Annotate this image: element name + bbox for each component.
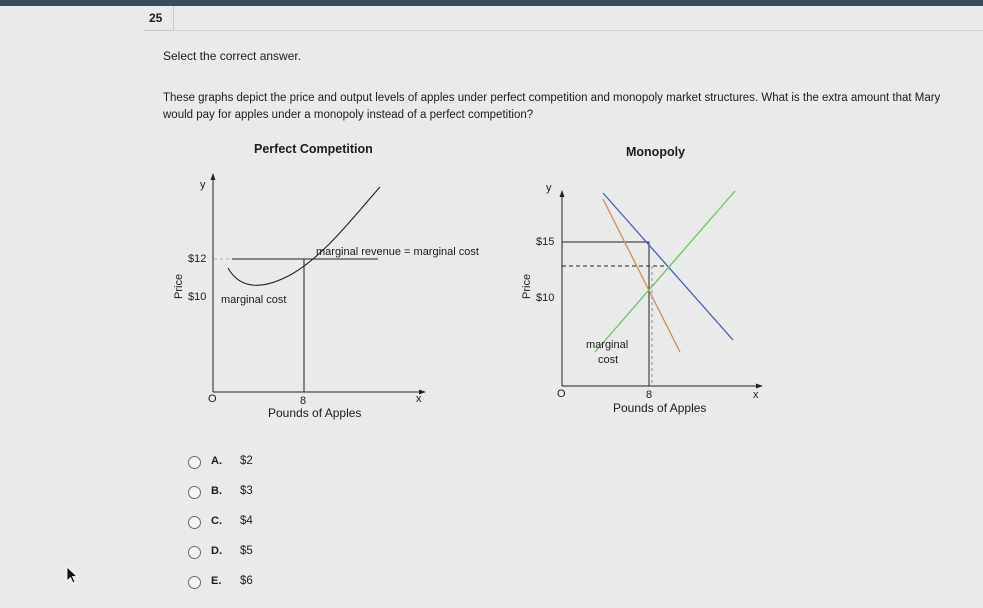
choice-c-letter: C. (211, 515, 222, 527)
pc-price-tick-12: $12 (188, 253, 207, 265)
mono-mc-line (595, 191, 735, 352)
choice-e-radio[interactable] (188, 576, 201, 589)
pc-y-axis-label: Price (173, 273, 185, 299)
mono-y-arrow (560, 190, 565, 197)
mono-origin: O (557, 388, 566, 400)
choice-c-value: $4 (240, 515, 253, 527)
choice-b-letter: B. (211, 485, 222, 497)
pc-title: Perfect Competition (254, 142, 373, 156)
choice-d-letter: D. (211, 545, 222, 557)
choice-d-value: $5 (240, 545, 253, 557)
mono-x-arrow (756, 384, 763, 389)
instruction-text: Select the correct answer. (163, 49, 302, 63)
choice-e[interactable] (188, 575, 308, 593)
pc-y-letter: y (200, 179, 206, 191)
question-text: These graphs depict the price and output levels of apples under perfect competition and monopoly market structures. What is the extra amount that Mary would pay for apples under a monopoly instead of a perfect competition? (163, 92, 941, 121)
pc-y-arrow (211, 173, 216, 180)
mono-y-letter: y (546, 182, 552, 194)
monopoly-graph (521, 145, 763, 415)
choice-e-letter: E. (211, 575, 222, 587)
choice-c-radio[interactable] (188, 516, 201, 529)
pc-x-letter: x (416, 393, 422, 405)
choice-a[interactable] (188, 455, 308, 473)
mono-price-tick-10: $10 (536, 292, 555, 304)
choice-b-radio[interactable] (188, 486, 201, 499)
mono-quantity-tick: 8 (646, 389, 653, 401)
pc-x-axis-label: Pounds of Apples (268, 406, 362, 420)
choice-d[interactable] (188, 545, 308, 563)
perfect-competition-graph (173, 142, 479, 420)
mono-y-axis-label: Price (521, 273, 533, 299)
mono-x-letter: x (753, 389, 759, 401)
choice-b[interactable] (188, 485, 308, 503)
mono-price-tick-15: $15 (536, 236, 555, 248)
mono-mc-label-1: marginal (586, 339, 629, 351)
choice-a-letter: A. (211, 455, 222, 467)
mono-x-axis-label: Pounds of Apples (613, 401, 707, 415)
pc-origin: O (208, 393, 217, 405)
mouse-cursor-icon (66, 566, 80, 584)
choice-a-radio[interactable] (188, 456, 201, 469)
choice-b-value: $3 (240, 485, 253, 497)
pc-quantity-tick: 8 (300, 395, 307, 407)
pc-mr-mc-label: marginal revenue = marginal cost (316, 246, 479, 258)
choice-a-value: $2 (240, 455, 253, 467)
question-number: 25 (149, 11, 163, 25)
choice-c[interactable] (188, 515, 308, 533)
pc-mc-label: marginal cost (221, 294, 287, 306)
mono-title: Monopoly (626, 145, 686, 159)
pc-price-tick-10: $10 (188, 291, 207, 303)
choice-d-radio[interactable] (188, 546, 201, 559)
choice-e-value: $6 (240, 575, 253, 587)
mono-mc-label-2: cost (598, 354, 619, 366)
